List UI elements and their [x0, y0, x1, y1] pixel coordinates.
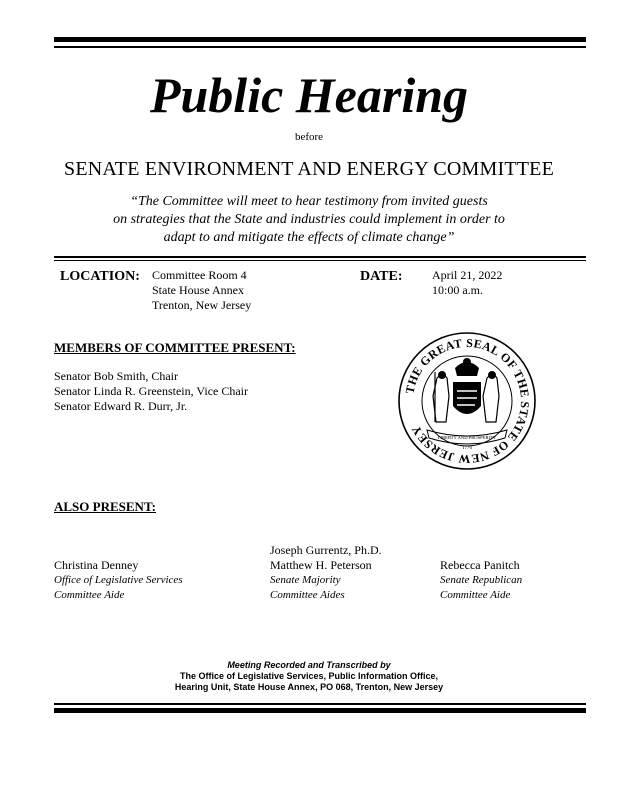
staff-name: Joseph Gurrentz, Ph.D. — [270, 543, 382, 557]
mid-rule-1 — [54, 256, 586, 258]
members-list — [54, 369, 248, 414]
location-line: Trenton, New Jersey — [152, 298, 252, 312]
location-value — [152, 268, 251, 313]
top-rule-thick — [54, 37, 586, 42]
credit-line: Meeting Recorded and Transcribed by — [227, 660, 391, 670]
location-line: State House Annex — [152, 283, 244, 297]
date-label: DATE: — [360, 269, 403, 284]
credit-line: Hearing Unit, State House Annex, PO 068, Trenton, New Jersey — [174, 682, 444, 692]
page-title: Public Hearing — [149, 67, 469, 123]
staff-role: Senate Republican — [440, 574, 523, 586]
members-heading: MEMBERS OF COMMITTEE PRESENT: — [54, 340, 296, 355]
transcription-credit — [0, 660, 618, 693]
purpose-line: on strategies that the State and industries could implement in order to — [113, 212, 505, 227]
date-line: 10:00 a.m. — [432, 283, 483, 297]
date-value — [432, 268, 502, 298]
seal-banner-text: LIBERTY AND PROSPERITY — [437, 435, 497, 440]
staff-column-2 — [270, 543, 382, 603]
seal-year: 1776 — [462, 446, 472, 451]
hearing-purpose — [0, 193, 618, 247]
staff-title: Committee Aides — [270, 589, 345, 601]
staff-name: Christina Denney — [54, 558, 139, 572]
top-rule-thin — [54, 46, 586, 48]
staff-column-1 — [54, 558, 183, 603]
bottom-rule-thick — [54, 708, 586, 713]
purpose-line: “The Committee will meet to hear testimony from invited guests — [130, 194, 488, 209]
purpose-line: adapt to and mitigate the effects of climate change” — [163, 230, 455, 245]
location-line: Committee Room 4 — [152, 268, 247, 282]
date-line: April 21, 2022 — [432, 268, 503, 282]
member-item: Senator Linda R. Greenstein, Vice Chair — [54, 384, 249, 398]
location-label: LOCATION: — [60, 269, 140, 284]
member-item: Senator Bob Smith, Chair — [54, 369, 178, 383]
staff-column-3 — [440, 558, 522, 603]
bottom-rule-thin — [54, 703, 586, 705]
credit-line: The Office of Legislative Services, Public Information Office, — [179, 671, 439, 681]
before-text: before — [294, 131, 324, 143]
staff-title: Committee Aide — [54, 589, 125, 601]
staff-role: Senate Majority — [270, 574, 341, 586]
committee-name: SENATE ENVIRONMENT AND ENERGY COMMITTEE — [64, 158, 554, 180]
staff-title: Committee Aide — [440, 589, 511, 601]
member-item: Senator Edward R. Durr, Jr. — [54, 399, 188, 413]
staff-name: Rebecca Panitch — [440, 558, 520, 572]
state-seal-icon — [397, 326, 537, 476]
staff-name: Matthew H. Peterson — [270, 558, 372, 572]
staff-role: Office of Legislative Services — [54, 574, 183, 586]
mid-rule-2 — [54, 260, 586, 261]
also-present-heading: ALSO PRESENT: — [54, 499, 156, 514]
seal-ring-text: THE GREAT SEAL OF THE STATE OF NEW JERSEY — [402, 335, 533, 467]
